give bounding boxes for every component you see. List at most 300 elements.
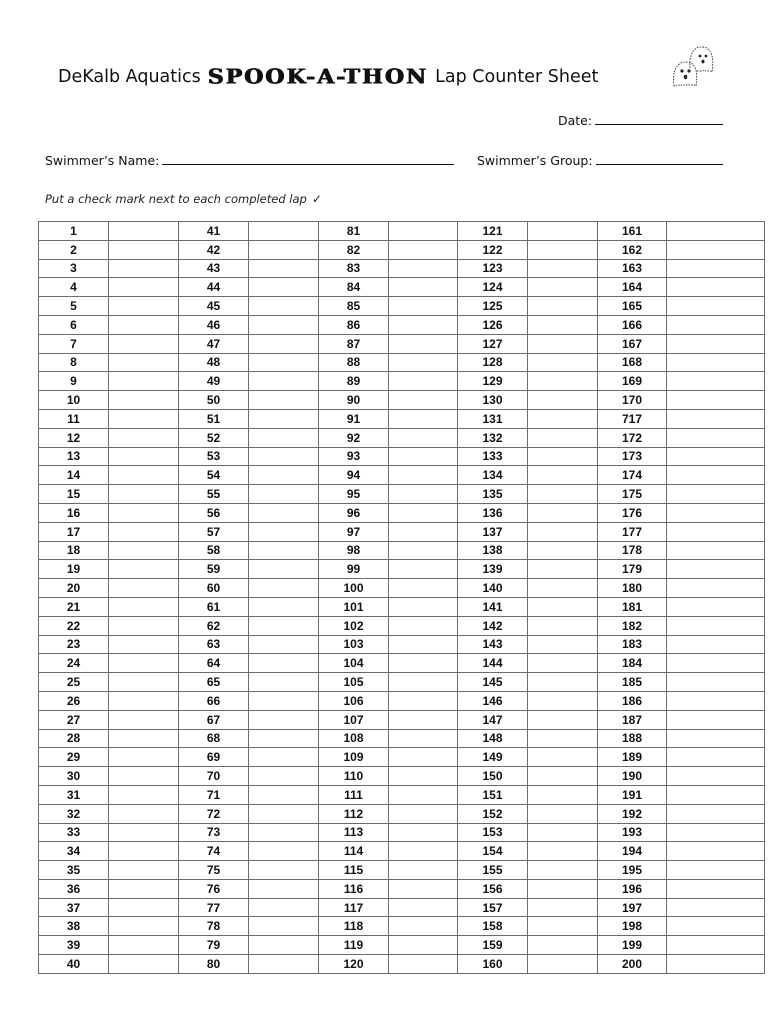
table-row bbox=[39, 804, 765, 823]
lap-number: 183 bbox=[598, 635, 667, 654]
lap-number: 75 bbox=[179, 861, 249, 880]
lap-check-box[interactable] bbox=[109, 879, 179, 898]
lap-check-box[interactable] bbox=[528, 861, 598, 880]
lap-check-box[interactable] bbox=[249, 522, 319, 541]
lap-check-box[interactable] bbox=[389, 503, 458, 522]
lap-check-box[interactable] bbox=[249, 842, 319, 861]
lap-number: 3 bbox=[39, 259, 109, 278]
lap-check-box[interactable] bbox=[389, 936, 458, 955]
lap-number: 56 bbox=[179, 503, 249, 522]
lap-check-box[interactable] bbox=[249, 222, 319, 241]
lap-check-box[interactable] bbox=[667, 485, 765, 504]
lap-number: 132 bbox=[458, 428, 528, 447]
lap-check-box[interactable] bbox=[109, 917, 179, 936]
lap-number: 717 bbox=[598, 409, 667, 428]
lap-check-box[interactable] bbox=[528, 879, 598, 898]
lap-check-box[interactable] bbox=[528, 485, 598, 504]
lap-check-box[interactable] bbox=[109, 597, 179, 616]
lap-number: 97 bbox=[319, 522, 389, 541]
lap-check-box[interactable] bbox=[389, 278, 458, 297]
lap-check-box[interactable] bbox=[109, 297, 179, 316]
lap-number: 193 bbox=[598, 823, 667, 842]
lap-check-box[interactable] bbox=[667, 654, 765, 673]
lap-number: 44 bbox=[179, 278, 249, 297]
lap-check-box[interactable] bbox=[528, 391, 598, 410]
lap-check-box[interactable] bbox=[389, 673, 458, 692]
lap-check-box[interactable] bbox=[249, 372, 319, 391]
lap-check-box[interactable] bbox=[109, 372, 179, 391]
lap-check-box[interactable] bbox=[109, 729, 179, 748]
lap-number: 52 bbox=[179, 428, 249, 447]
lap-number: 155 bbox=[458, 861, 528, 880]
lap-check-box[interactable] bbox=[109, 259, 179, 278]
lap-check-box[interactable] bbox=[249, 955, 319, 974]
lap-check-box[interactable] bbox=[249, 447, 319, 466]
lap-check-box[interactable] bbox=[528, 597, 598, 616]
date-field bbox=[558, 112, 723, 128]
lap-number: 38 bbox=[39, 917, 109, 936]
lap-number: 90 bbox=[319, 391, 389, 410]
lap-check-box[interactable] bbox=[528, 673, 598, 692]
lap-check-box[interactable] bbox=[667, 560, 765, 579]
lap-check-box[interactable] bbox=[528, 955, 598, 974]
lap-check-box[interactable] bbox=[528, 767, 598, 786]
ghost-icon bbox=[668, 42, 716, 92]
lap-number: 147 bbox=[458, 710, 528, 729]
lap-number: 87 bbox=[319, 334, 389, 353]
table-row bbox=[39, 222, 765, 241]
lap-number: 118 bbox=[319, 917, 389, 936]
lap-number: 107 bbox=[319, 710, 389, 729]
lap-check-box[interactable] bbox=[528, 315, 598, 334]
lap-check-box[interactable] bbox=[389, 748, 458, 767]
lap-check-box[interactable] bbox=[389, 391, 458, 410]
lap-check-box[interactable] bbox=[109, 428, 179, 447]
lap-check-box[interactable] bbox=[667, 597, 765, 616]
lap-number: 7 bbox=[39, 334, 109, 353]
lap-check-box[interactable] bbox=[249, 673, 319, 692]
lap-check-box[interactable] bbox=[389, 522, 458, 541]
lap-check-box[interactable] bbox=[667, 861, 765, 880]
lap-check-box[interactable] bbox=[528, 842, 598, 861]
lap-number: 115 bbox=[319, 861, 389, 880]
lap-check-box[interactable] bbox=[667, 710, 765, 729]
lap-number: 54 bbox=[179, 466, 249, 485]
lap-check-box[interactable] bbox=[667, 785, 765, 804]
lap-check-box[interactable] bbox=[667, 522, 765, 541]
lap-check-box[interactable] bbox=[389, 409, 458, 428]
lap-check-box[interactable] bbox=[389, 635, 458, 654]
lap-check-box[interactable] bbox=[667, 278, 765, 297]
lap-check-box[interactable] bbox=[249, 767, 319, 786]
lap-check-box[interactable] bbox=[249, 616, 319, 635]
lap-check-box[interactable] bbox=[109, 240, 179, 259]
lap-check-box[interactable] bbox=[249, 334, 319, 353]
lap-check-box[interactable] bbox=[249, 654, 319, 673]
lap-check-box[interactable] bbox=[389, 710, 458, 729]
lap-number: 190 bbox=[598, 767, 667, 786]
lap-number: 175 bbox=[598, 485, 667, 504]
lap-number: 43 bbox=[179, 259, 249, 278]
lap-check-box[interactable] bbox=[109, 842, 179, 861]
lap-check-box[interactable] bbox=[667, 691, 765, 710]
lap-number: 66 bbox=[179, 691, 249, 710]
lap-check-box[interactable] bbox=[528, 616, 598, 635]
lap-check-box[interactable] bbox=[528, 654, 598, 673]
lap-check-box[interactable] bbox=[109, 823, 179, 842]
lap-check-box[interactable] bbox=[528, 898, 598, 917]
table-row bbox=[39, 560, 765, 579]
lap-check-box[interactable] bbox=[528, 691, 598, 710]
lap-check-box[interactable] bbox=[389, 259, 458, 278]
lap-check-box[interactable] bbox=[389, 917, 458, 936]
lap-number: 11 bbox=[39, 409, 109, 428]
table-row bbox=[39, 710, 765, 729]
lap-check-box[interactable] bbox=[249, 485, 319, 504]
lap-number: 6 bbox=[39, 315, 109, 334]
table-row bbox=[39, 315, 765, 334]
lap-check-box[interactable] bbox=[249, 315, 319, 334]
lap-check-box[interactable] bbox=[528, 222, 598, 241]
lap-check-box[interactable] bbox=[389, 898, 458, 917]
swimmer-name-blank-line[interactable] bbox=[162, 152, 454, 165]
lap-check-box[interactable] bbox=[249, 259, 319, 278]
lap-check-box[interactable] bbox=[667, 748, 765, 767]
lap-check-box[interactable] bbox=[249, 297, 319, 316]
lap-check-box[interactable] bbox=[249, 898, 319, 917]
lap-number: 158 bbox=[458, 917, 528, 936]
lap-check-box[interactable] bbox=[109, 522, 179, 541]
lap-number: 122 bbox=[458, 240, 528, 259]
lap-check-box[interactable] bbox=[249, 503, 319, 522]
lap-number: 198 bbox=[598, 917, 667, 936]
lap-check-box[interactable] bbox=[528, 804, 598, 823]
lap-check-box[interactable] bbox=[667, 673, 765, 692]
lap-number: 47 bbox=[179, 334, 249, 353]
lap-check-box[interactable] bbox=[667, 466, 765, 485]
lap-number: 162 bbox=[598, 240, 667, 259]
table-row bbox=[39, 522, 765, 541]
lap-check-box[interactable] bbox=[249, 917, 319, 936]
lap-check-box[interactable] bbox=[109, 278, 179, 297]
lap-check-box[interactable] bbox=[667, 635, 765, 654]
lap-check-box[interactable] bbox=[528, 353, 598, 372]
lap-check-box[interactable] bbox=[528, 729, 598, 748]
lap-check-box[interactable] bbox=[389, 955, 458, 974]
lap-check-box[interactable] bbox=[249, 785, 319, 804]
lap-number: 98 bbox=[319, 541, 389, 560]
lap-check-box[interactable] bbox=[109, 861, 179, 880]
lap-check-box[interactable] bbox=[528, 409, 598, 428]
lap-check-box[interactable] bbox=[249, 391, 319, 410]
lap-check-box[interactable] bbox=[528, 259, 598, 278]
lap-check-box[interactable] bbox=[109, 691, 179, 710]
lap-number: 50 bbox=[179, 391, 249, 410]
lap-number: 165 bbox=[598, 297, 667, 316]
lap-check-box[interactable] bbox=[667, 955, 765, 974]
lap-check-box[interactable] bbox=[528, 447, 598, 466]
lap-number: 12 bbox=[39, 428, 109, 447]
lap-number: 23 bbox=[39, 635, 109, 654]
lap-check-box[interactable] bbox=[667, 823, 765, 842]
lap-check-box[interactable] bbox=[249, 804, 319, 823]
lap-number: 36 bbox=[39, 879, 109, 898]
lap-check-box[interactable] bbox=[249, 879, 319, 898]
lap-check-box[interactable] bbox=[528, 334, 598, 353]
lap-number: 41 bbox=[179, 222, 249, 241]
table-row bbox=[39, 353, 765, 372]
lap-check-box[interactable] bbox=[389, 541, 458, 560]
lap-number: 110 bbox=[319, 767, 389, 786]
lap-check-box[interactable] bbox=[667, 936, 765, 955]
lap-check-box[interactable] bbox=[389, 823, 458, 842]
lap-check-box[interactable] bbox=[667, 541, 765, 560]
table-row bbox=[39, 447, 765, 466]
lap-check-box[interactable] bbox=[667, 240, 765, 259]
lap-check-box[interactable] bbox=[389, 297, 458, 316]
lap-check-box[interactable] bbox=[528, 748, 598, 767]
lap-check-box[interactable] bbox=[109, 767, 179, 786]
lap-check-box[interactable] bbox=[109, 391, 179, 410]
lap-check-box[interactable] bbox=[109, 447, 179, 466]
lap-check-box[interactable] bbox=[249, 710, 319, 729]
lap-check-box[interactable] bbox=[667, 729, 765, 748]
lap-check-box[interactable] bbox=[389, 315, 458, 334]
lap-check-box[interactable] bbox=[389, 785, 458, 804]
lap-number: 133 bbox=[458, 447, 528, 466]
lap-check-box[interactable] bbox=[109, 541, 179, 560]
lap-number: 17 bbox=[39, 522, 109, 541]
lap-number: 83 bbox=[319, 259, 389, 278]
lap-number: 49 bbox=[179, 372, 249, 391]
lap-check-box[interactable] bbox=[109, 936, 179, 955]
lap-check-box[interactable] bbox=[667, 259, 765, 278]
lap-check-box[interactable] bbox=[667, 879, 765, 898]
lap-check-box[interactable] bbox=[249, 466, 319, 485]
lap-number: 182 bbox=[598, 616, 667, 635]
lap-number: 40 bbox=[39, 955, 109, 974]
lap-check-box[interactable] bbox=[389, 447, 458, 466]
lap-check-box[interactable] bbox=[528, 710, 598, 729]
lap-check-box[interactable] bbox=[389, 560, 458, 579]
lap-number: 129 bbox=[458, 372, 528, 391]
lap-check-box[interactable] bbox=[528, 372, 598, 391]
lap-number: 64 bbox=[179, 654, 249, 673]
lap-number: 146 bbox=[458, 691, 528, 710]
lap-check-box[interactable] bbox=[249, 691, 319, 710]
lap-check-box[interactable] bbox=[249, 278, 319, 297]
lap-check-box[interactable] bbox=[389, 804, 458, 823]
lap-check-box[interactable] bbox=[528, 297, 598, 316]
lap-number: 200 bbox=[598, 955, 667, 974]
lap-check-box[interactable] bbox=[249, 240, 319, 259]
lap-check-box[interactable] bbox=[528, 635, 598, 654]
lap-check-box[interactable] bbox=[109, 485, 179, 504]
lap-check-box[interactable] bbox=[249, 579, 319, 598]
lap-check-box[interactable] bbox=[109, 222, 179, 241]
lap-check-box[interactable] bbox=[249, 597, 319, 616]
lap-number: 156 bbox=[458, 879, 528, 898]
lap-number: 127 bbox=[458, 334, 528, 353]
lap-check-box[interactable] bbox=[667, 842, 765, 861]
lap-check-box[interactable] bbox=[109, 635, 179, 654]
lap-number: 159 bbox=[458, 936, 528, 955]
lap-number: 99 bbox=[319, 560, 389, 579]
lap-check-box[interactable] bbox=[667, 222, 765, 241]
lap-check-box[interactable] bbox=[249, 936, 319, 955]
lap-check-box[interactable] bbox=[389, 334, 458, 353]
lap-check-box[interactable] bbox=[528, 428, 598, 447]
lap-check-box[interactable] bbox=[249, 861, 319, 880]
lap-check-box[interactable] bbox=[109, 503, 179, 522]
lap-check-box[interactable] bbox=[389, 842, 458, 861]
lap-check-box[interactable] bbox=[109, 955, 179, 974]
lap-check-box[interactable] bbox=[249, 635, 319, 654]
lap-check-box[interactable] bbox=[667, 334, 765, 353]
table-row bbox=[39, 785, 765, 804]
lap-check-box[interactable] bbox=[667, 447, 765, 466]
lap-check-box[interactable] bbox=[528, 503, 598, 522]
lap-number: 24 bbox=[39, 654, 109, 673]
lap-number: 113 bbox=[319, 823, 389, 842]
lap-check-box[interactable] bbox=[667, 917, 765, 936]
lap-check-box[interactable] bbox=[109, 560, 179, 579]
lap-check-box[interactable] bbox=[667, 409, 765, 428]
lap-number: 174 bbox=[598, 466, 667, 485]
lap-check-box[interactable] bbox=[667, 767, 765, 786]
lap-check-box[interactable] bbox=[389, 353, 458, 372]
lap-check-box[interactable] bbox=[109, 898, 179, 917]
lap-number: 140 bbox=[458, 579, 528, 598]
date-blank-line[interactable] bbox=[595, 112, 723, 125]
lap-check-box[interactable] bbox=[389, 767, 458, 786]
lap-check-box[interactable] bbox=[389, 879, 458, 898]
lap-check-box[interactable] bbox=[389, 861, 458, 880]
lap-check-box[interactable] bbox=[389, 485, 458, 504]
lap-check-box[interactable] bbox=[667, 353, 765, 372]
lap-check-box[interactable] bbox=[109, 710, 179, 729]
lap-check-box[interactable] bbox=[528, 278, 598, 297]
lap-number: 9 bbox=[39, 372, 109, 391]
lap-number: 111 bbox=[319, 785, 389, 804]
lap-check-box[interactable] bbox=[249, 729, 319, 748]
lap-number: 196 bbox=[598, 879, 667, 898]
lap-number: 188 bbox=[598, 729, 667, 748]
lap-number: 134 bbox=[458, 466, 528, 485]
lap-number: 151 bbox=[458, 785, 528, 804]
lap-check-box[interactable] bbox=[249, 428, 319, 447]
lap-check-box[interactable] bbox=[667, 579, 765, 598]
lap-number: 69 bbox=[179, 748, 249, 767]
lap-number: 5 bbox=[39, 297, 109, 316]
lap-number: 101 bbox=[319, 597, 389, 616]
lap-check-box[interactable] bbox=[249, 353, 319, 372]
lap-number: 139 bbox=[458, 560, 528, 579]
lap-check-box[interactable] bbox=[249, 823, 319, 842]
lap-check-box[interactable] bbox=[389, 654, 458, 673]
lap-check-box[interactable] bbox=[109, 785, 179, 804]
lap-check-box[interactable] bbox=[109, 353, 179, 372]
lap-check-box[interactable] bbox=[109, 616, 179, 635]
lap-number: 92 bbox=[319, 428, 389, 447]
lap-number: 152 bbox=[458, 804, 528, 823]
lap-check-box[interactable] bbox=[389, 616, 458, 635]
lap-check-box[interactable] bbox=[528, 560, 598, 579]
lap-check-box[interactable] bbox=[109, 654, 179, 673]
lap-check-box[interactable] bbox=[528, 466, 598, 485]
lap-check-box[interactable] bbox=[667, 503, 765, 522]
lap-check-box[interactable] bbox=[109, 315, 179, 334]
lap-check-box[interactable] bbox=[528, 541, 598, 560]
lap-check-box[interactable] bbox=[667, 391, 765, 410]
lap-check-box[interactable] bbox=[249, 541, 319, 560]
lap-number: 46 bbox=[179, 315, 249, 334]
lap-check-box[interactable] bbox=[109, 579, 179, 598]
lap-number: 195 bbox=[598, 861, 667, 880]
lap-check-box[interactable] bbox=[109, 334, 179, 353]
lap-check-box[interactable] bbox=[389, 729, 458, 748]
lap-check-box[interactable] bbox=[528, 785, 598, 804]
lap-check-box[interactable] bbox=[249, 560, 319, 579]
lap-check-box[interactable] bbox=[109, 409, 179, 428]
lap-check-box[interactable] bbox=[389, 240, 458, 259]
lap-check-box[interactable] bbox=[389, 372, 458, 391]
lap-check-box[interactable] bbox=[667, 297, 765, 316]
lap-check-box[interactable] bbox=[389, 466, 458, 485]
lap-number: 78 bbox=[179, 917, 249, 936]
lap-check-box[interactable] bbox=[528, 936, 598, 955]
lap-check-box[interactable] bbox=[667, 898, 765, 917]
lap-check-box[interactable] bbox=[389, 428, 458, 447]
lap-check-box[interactable] bbox=[249, 748, 319, 767]
lap-check-box[interactable] bbox=[389, 222, 458, 241]
lap-check-box[interactable] bbox=[389, 691, 458, 710]
lap-number: 60 bbox=[179, 579, 249, 598]
lap-check-box[interactable] bbox=[528, 522, 598, 541]
lap-check-box[interactable] bbox=[667, 372, 765, 391]
lap-check-box[interactable] bbox=[528, 240, 598, 259]
lap-number: 176 bbox=[598, 503, 667, 522]
lap-check-box[interactable] bbox=[667, 616, 765, 635]
lap-number: 150 bbox=[458, 767, 528, 786]
swimmer-group-blank-line[interactable] bbox=[596, 152, 723, 165]
lap-check-box[interactable] bbox=[528, 823, 598, 842]
lap-check-box[interactable] bbox=[249, 409, 319, 428]
title-event: SPOOK-A-THON bbox=[207, 64, 429, 90]
lap-number: 187 bbox=[598, 710, 667, 729]
lap-check-box[interactable] bbox=[109, 466, 179, 485]
lap-check-box[interactable] bbox=[528, 579, 598, 598]
lap-number: 29 bbox=[39, 748, 109, 767]
lap-number: 123 bbox=[458, 259, 528, 278]
lap-check-box[interactable] bbox=[109, 673, 179, 692]
lap-number: 100 bbox=[319, 579, 389, 598]
lap-check-box[interactable] bbox=[109, 804, 179, 823]
lap-check-box[interactable] bbox=[667, 804, 765, 823]
lap-number: 85 bbox=[319, 297, 389, 316]
lap-check-box[interactable] bbox=[528, 917, 598, 936]
lap-check-box[interactable] bbox=[389, 579, 458, 598]
lap-check-box[interactable] bbox=[389, 597, 458, 616]
lap-number: 58 bbox=[179, 541, 249, 560]
lap-number: 184 bbox=[598, 654, 667, 673]
lap-check-box[interactable] bbox=[667, 315, 765, 334]
lap-number: 70 bbox=[179, 767, 249, 786]
lap-check-box[interactable] bbox=[667, 428, 765, 447]
lap-number: 13 bbox=[39, 447, 109, 466]
lap-number: 22 bbox=[39, 616, 109, 635]
lap-check-box[interactable] bbox=[109, 748, 179, 767]
